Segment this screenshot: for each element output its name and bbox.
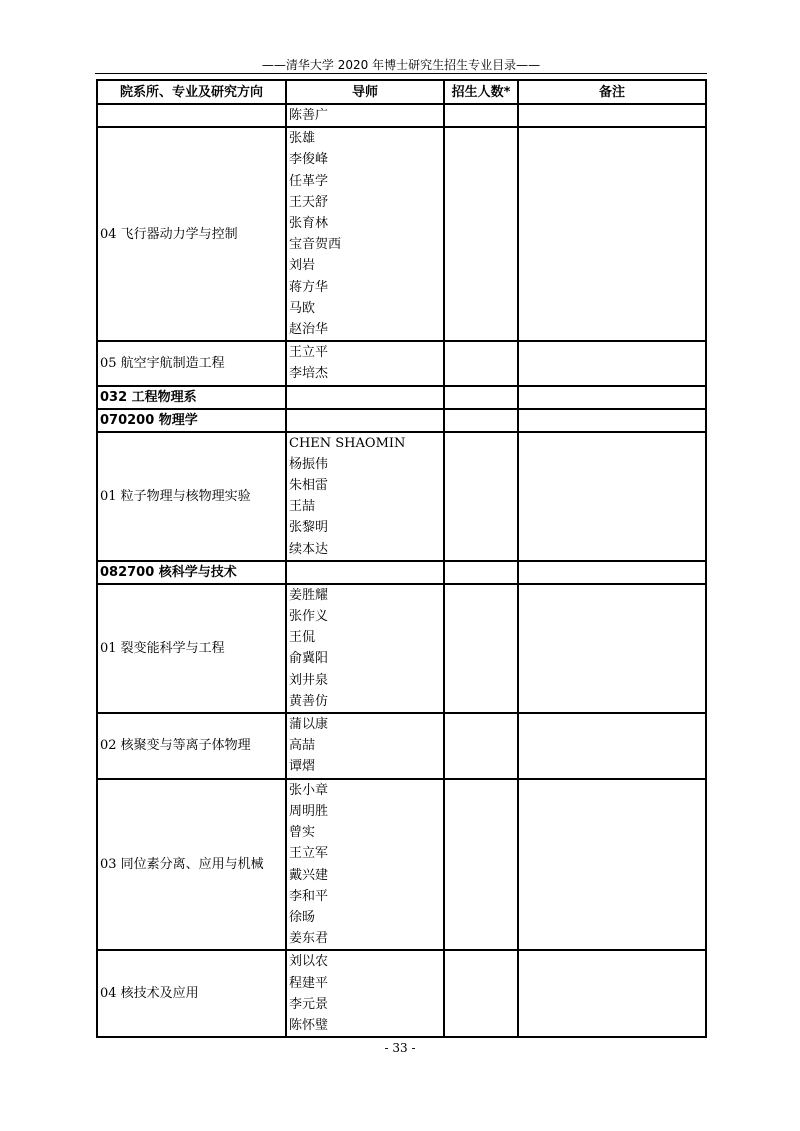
table-row bbox=[97, 584, 706, 713]
notes-cell bbox=[518, 584, 706, 713]
quota-cell bbox=[444, 713, 518, 779]
tutor-name: 张黎明 bbox=[289, 520, 329, 536]
tutor-list bbox=[286, 950, 444, 1037]
research-direction: 02 核聚变与等离子体物理 bbox=[97, 713, 286, 779]
table-row bbox=[97, 713, 706, 779]
notes-cell bbox=[518, 386, 706, 409]
notes-cell bbox=[518, 127, 706, 341]
tutor-name: 王立平 bbox=[289, 345, 329, 361]
heading-row bbox=[97, 386, 706, 409]
column-header-tutor: 导师 bbox=[286, 80, 444, 104]
quota-cell bbox=[444, 584, 518, 713]
department-heading: 082700 核科学与技术 bbox=[97, 561, 286, 584]
notes-cell bbox=[518, 341, 706, 385]
tutor-name: 俞冀阳 bbox=[289, 651, 329, 667]
quota-cell bbox=[444, 950, 518, 1037]
table-row bbox=[97, 432, 706, 561]
quota-cell bbox=[444, 104, 518, 127]
tutor-name: 张作义 bbox=[289, 609, 329, 625]
tutor-name: 朱相雷 bbox=[289, 478, 329, 494]
department-heading: 070200 物理学 bbox=[97, 409, 286, 432]
research-direction: 01 粒子物理与核物理实验 bbox=[97, 432, 286, 561]
table-row bbox=[97, 950, 706, 1037]
tutor-cell-empty bbox=[286, 386, 444, 409]
tutor-name: 刘井泉 bbox=[289, 672, 329, 688]
tutor-cell-empty bbox=[286, 409, 444, 432]
notes-cell bbox=[518, 713, 706, 779]
tutor-name: 陈怀璧 bbox=[289, 1017, 329, 1033]
tutor-name: 赵治华 bbox=[289, 322, 329, 338]
notes-cell bbox=[518, 950, 706, 1037]
research-direction: 01 裂变能科学与工程 bbox=[97, 584, 286, 713]
tutor-name: CHEN SHAOMIN bbox=[289, 435, 406, 451]
tutor-list bbox=[286, 104, 444, 127]
table-row bbox=[97, 104, 706, 127]
tutor-name: 王侃 bbox=[289, 630, 316, 646]
tutor-name: 周明胜 bbox=[289, 803, 329, 819]
research-direction bbox=[97, 104, 286, 127]
research-direction: 03 同位素分离、应用与机械 bbox=[97, 779, 286, 951]
quota-cell bbox=[444, 561, 518, 584]
tutor-name: 王立军 bbox=[289, 846, 329, 862]
tutor-name: 姜东君 bbox=[289, 931, 329, 947]
tutor-name: 刘岩 bbox=[289, 258, 316, 274]
tutor-name: 徐旸 bbox=[289, 909, 316, 925]
catalog-header-title: ——清华大学 2020 年博士研究生招生专业目录—— bbox=[261, 58, 541, 72]
tutor-list bbox=[286, 779, 444, 951]
heading-row bbox=[97, 561, 706, 584]
tutor-name: 蒲以康 bbox=[289, 717, 329, 733]
quota-cell bbox=[444, 127, 518, 341]
tutor-name: 高喆 bbox=[289, 738, 316, 754]
tutor-name: 陈善广 bbox=[289, 108, 329, 123]
quota-cell bbox=[444, 341, 518, 385]
tutor-name: 曾实 bbox=[289, 825, 316, 841]
tutor-name: 戴兴建 bbox=[289, 867, 329, 883]
quota-cell bbox=[444, 779, 518, 951]
tutor-name: 张小章 bbox=[289, 782, 329, 798]
tutor-name: 张雄 bbox=[289, 131, 316, 147]
table-row bbox=[97, 779, 706, 951]
notes-cell bbox=[518, 779, 706, 951]
table-header-row bbox=[97, 80, 706, 104]
research-direction: 05 航空宇航制造工程 bbox=[97, 341, 286, 385]
notes-cell bbox=[518, 561, 706, 584]
tutor-name: 谭熠 bbox=[289, 759, 316, 775]
research-direction: 04 飞行器动力学与控制 bbox=[97, 127, 286, 341]
notes-cell bbox=[518, 409, 706, 432]
tutor-name: 刘以农 bbox=[289, 954, 329, 970]
tutor-name: 续本达 bbox=[289, 541, 329, 557]
tutor-cell-empty bbox=[286, 561, 444, 584]
heading-row bbox=[97, 409, 706, 432]
table-row bbox=[97, 127, 706, 341]
column-header-direction: 院系所、专业及研究方向 bbox=[97, 80, 286, 104]
tutor-name: 王喆 bbox=[289, 499, 316, 515]
research-direction: 04 核技术及应用 bbox=[97, 950, 286, 1037]
quota-cell bbox=[444, 432, 518, 561]
tutor-list bbox=[286, 341, 444, 385]
tutor-name: 李培杰 bbox=[289, 366, 329, 382]
table-body bbox=[97, 104, 706, 1037]
column-header-quota: 招生人数* bbox=[444, 80, 518, 104]
tutor-name: 杨振伟 bbox=[289, 456, 329, 472]
notes-cell bbox=[518, 432, 706, 561]
tutor-name: 宝音贺西 bbox=[289, 237, 342, 253]
tutor-list bbox=[286, 713, 444, 779]
tutor-list bbox=[286, 127, 444, 341]
tutor-name: 李和平 bbox=[289, 888, 329, 904]
header-rule bbox=[95, 73, 707, 74]
department-heading: 032 工程物理系 bbox=[97, 386, 286, 409]
notes-cell bbox=[518, 104, 706, 127]
tutor-name: 蒋方华 bbox=[289, 279, 329, 295]
tutor-list bbox=[286, 584, 444, 713]
tutor-name: 黄善仿 bbox=[289, 693, 329, 709]
tutor-name: 姜胜耀 bbox=[289, 587, 329, 603]
tutor-name: 任革学 bbox=[289, 173, 329, 189]
column-header-notes: 备注 bbox=[518, 80, 706, 104]
tutor-name: 张育林 bbox=[289, 216, 329, 232]
tutor-name: 李俊峰 bbox=[289, 152, 329, 168]
quota-cell bbox=[444, 386, 518, 409]
tutor-list bbox=[286, 432, 444, 561]
tutor-name: 马欧 bbox=[289, 300, 316, 316]
tutor-name: 李元景 bbox=[289, 996, 329, 1012]
enrollment-table bbox=[96, 79, 707, 1038]
page-number: - 33 - bbox=[384, 1041, 416, 1055]
tutor-name: 程建平 bbox=[289, 975, 329, 991]
quota-cell bbox=[444, 409, 518, 432]
table-row bbox=[97, 341, 706, 385]
tutor-name: 王天舒 bbox=[289, 194, 329, 210]
